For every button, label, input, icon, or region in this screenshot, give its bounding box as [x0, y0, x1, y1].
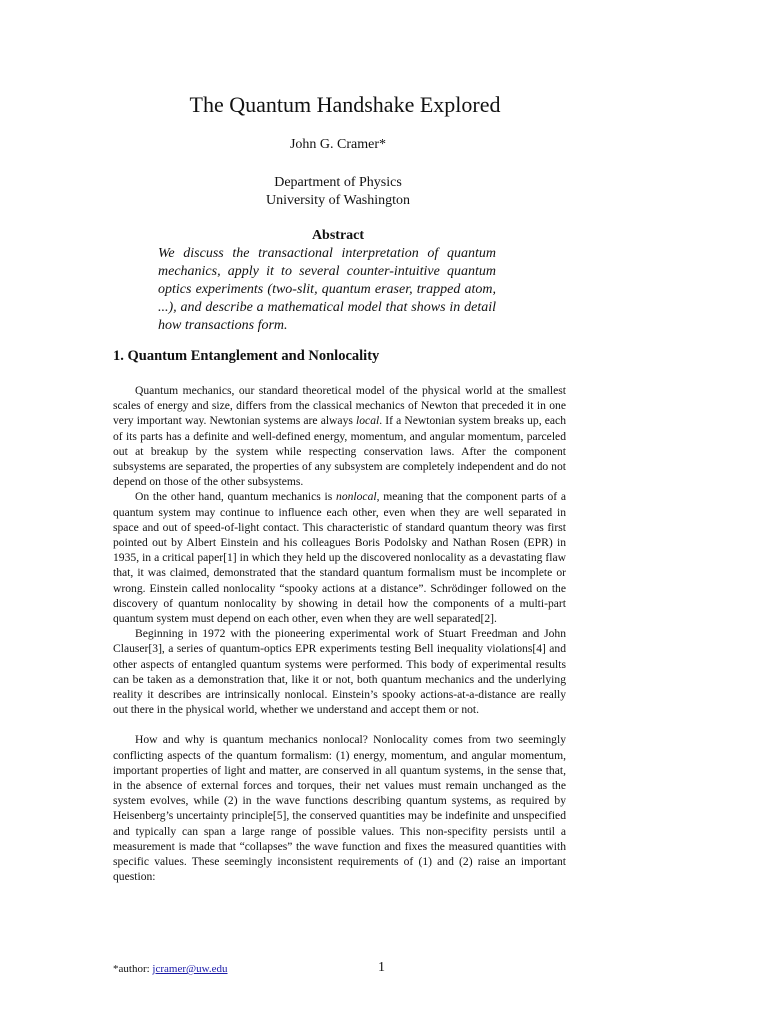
paragraph: Quantum mechanics, our standard theoretical model of the physical world at the smallest scales of energy and size, differs from the classical mechanics of Newton that preceded it in one very important way. Newtonian systems are always local. If a Newtonian system breaks up, each of its parts has a definite and well-defined energy, momentum, and angular momentum, parceled out at breakup by the system while respecting conservation laws. After the component subsystems are separated, the properties of any subsystem are completely independent and do not depend on those of the other subsystems. [113, 384, 566, 489]
paragraph: Beginning in 1972 with the pioneering experimental work of Stuart Freedman and John Clauser[3], a series of quantum-optics EPR experiments testing Bell inequality violations[4] and other aspects of entangled quantum systems were performed. This body of experimental results can be taken as a demonstration that, like it or not, both quantum mechanics and the underlying reality it describes are intrinsically nonlocal. Einstein’s spooky actions-at-a-distance are really out there in the physical world, whether we understand and accept them or not. [113, 627, 566, 717]
paragraph: How and why is quantum mechanics nonlocal? Nonlocality comes from two seemingly conflicting aspects of the quantum formalism: (1) energy, momentum, and angular momentum, important properties of light and matter, are conserved in all quantum systems, in the sense that, in the absence of external forces and torques, their net values must remain unchanged as the system evolves, while (2) in the wave functions describing quantum systems, as required by Heisenberg’s uncertainty principle[5], the conserved quantities may be indefinite and unspecified and typically can span a large range of possible values. This non-specifity persists until a measurement is made that “collapses” the wave function and fixes the measured quantities with specific values. These seemingly inconsistent requirements of (1) and (2) raise an important question: [113, 733, 566, 884]
university: University of Washington [265, 193, 411, 208]
abstract-heading: Abstract [311, 228, 365, 243]
section-heading: 1. Quantum Entanglement and Nonlocality [113, 348, 380, 364]
emphasis: nonlocal [336, 490, 377, 504]
department: Department of Physics [274, 175, 402, 190]
author-email-link[interactable]: jcramer@uw.edu [152, 963, 228, 975]
section-body [113, 383, 566, 885]
emphasis: local [356, 414, 380, 428]
paper-title: The Quantum Handshake Explored [189, 92, 501, 117]
footnote-label: *author: [113, 963, 153, 975]
paragraph: On the other hand, quantum mechanics is nonlocal, meaning that the component parts of a quantum system may continue to influence each other, even when they are well separated in space and out of speed-of-light contact. This characteristic of standard quantum theory was first pointed out by Albert Einstein and his colleagues Boris Podolsky and Nathan Rosen (EPR) in 1935, in a critical paper[1] in which they held up the discovered nonlocality as a devastating flaw that, it was claimed, demonstrated that the standard quantum formalism must be incomplete or wrong. Einstein called nonlocality “spooky actions at a distance”. Schrödinger followed on the discovery of quantum nonlocality by showing in detail how the components of a multi-part quantum system must depend on each other, even when they are well separated[2]. [113, 490, 566, 626]
page-number: 1 [378, 960, 385, 975]
abstract-text: We discuss the transactional interpretation of quantum mechanics, apply it to several counter-intuitive quantum optics experiments (two-slit, quantum eraser, trapped atom, ...), and describe a mathematical model that shows in detail how transactions form. [158, 246, 496, 333]
affiliation [0, 174, 676, 210]
footnote [113, 963, 228, 975]
author-name: John G. Cramer* [289, 137, 387, 152]
